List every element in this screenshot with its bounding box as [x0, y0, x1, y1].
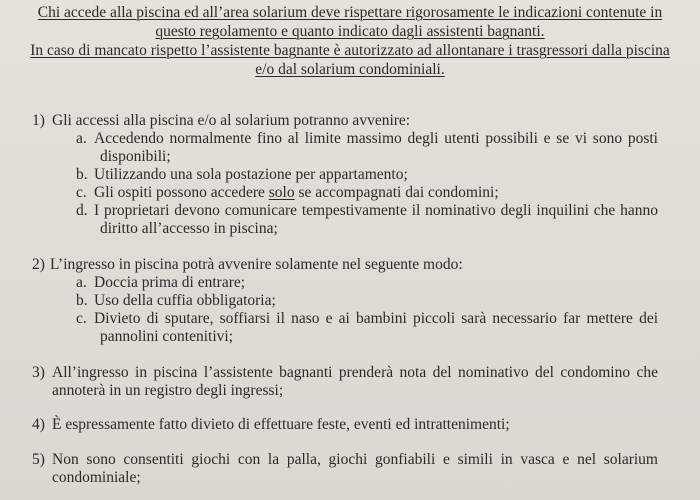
rule-1-number: 1) [32, 112, 45, 129]
rule-2c-text-cont: pannolini contenitivi; [100, 328, 234, 345]
rule-1d-text-cont: diritto all’accesso in piscina; [100, 220, 278, 237]
rule-2b-text: Uso della cuffia obbligatoria; [94, 292, 276, 309]
rule-1d-letter: d. [76, 202, 88, 219]
rule-2-number: 2) [32, 256, 45, 273]
rule-1c-text-before: Gli ospiti possono accedere [94, 184, 269, 201]
rule-1c-text [94, 184, 499, 202]
rule-1c-underlined-word: solo [268, 184, 295, 201]
rule-2c-letter: c. [76, 310, 87, 327]
header-line: e/o dal solarium condominiali. [255, 61, 445, 78]
rule-3-text: All’ingresso in piscina l’assistente bagnanti prenderà nota del nominativo del condomino che [52, 364, 658, 381]
rule-2-text: L’ingresso in piscina potrà avvenire solamente nel seguente modo: [50, 256, 463, 273]
rule-1a-text-cont: disponibili; [100, 148, 171, 165]
rule-2c-text: Divieto di sputare, soffiarsi il naso e ai bambini piccoli sarà necessario far mettere dei [94, 310, 658, 327]
rule-5-text: Non sono consentiti giochi con la palla, giochi gonfiabili e simili in vasca e nel solarium [52, 451, 658, 468]
rule-1a-text: Accedendo normalmente fino al limite massimo degli utenti possibili e se vi sono posti [94, 130, 658, 147]
rule-1a-letter: a. [76, 130, 87, 147]
rule-5-number: 5) [32, 451, 45, 468]
header-line: In caso di mancato rispetto l’assistente bagnante è autorizzato ad allontanare i trasgressori dalla piscina [30, 42, 670, 59]
header-line: Chi accede alla piscina ed all’area solarium deve rispettare rigorosamente le indicazioni contenute in [37, 4, 663, 21]
rule-4-text: È espressamente fatto divieto di effettuare feste, eventi ed intrattenimenti; [52, 416, 510, 433]
rule-1b-letter: b. [76, 166, 88, 183]
rule-1-text: Gli accessi alla piscina e/o al solarium potranno avvenire: [52, 112, 411, 129]
rule-3-number: 3) [32, 364, 45, 381]
rule-2a-text: Doccia prima di entrare; [94, 274, 246, 291]
rule-2a-letter: a. [76, 274, 87, 291]
rule-1d-text: I proprietari devono comunicare tempestivamente il nominativo degli inquilini che hanno [94, 202, 658, 219]
rule-3-text-cont: annoterà in un registro degli ingressi; [52, 382, 284, 399]
header-line: questo regolamento e quanto indicato dagli assistenti bagnanti. [155, 23, 545, 40]
rule-1c-text-after: se accompagnati dai condomini; [294, 184, 499, 201]
rule-1c-letter: c. [76, 184, 87, 201]
rule-4-number: 4) [32, 416, 45, 433]
rule-1b-text: Utilizzando una sola postazione per appartamento; [94, 166, 408, 183]
rule-2b-letter: b. [76, 292, 88, 309]
rule-5-text-cont: condominiale; [52, 469, 141, 486]
